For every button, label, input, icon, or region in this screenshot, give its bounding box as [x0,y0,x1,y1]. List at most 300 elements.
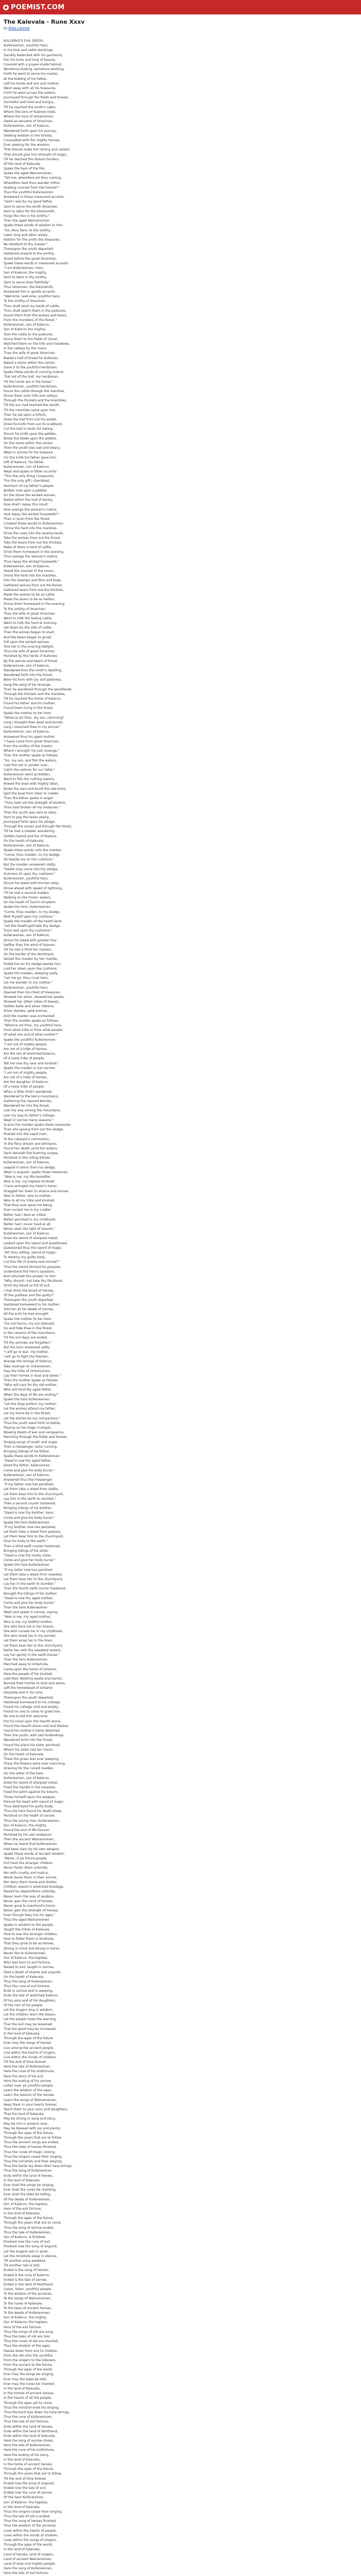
poem-line: Found the hearth-stone cold and lifeless, [4,1724,69,1728]
poem-line: Spake the mother to her hero: [4,1317,52,1321]
poem-line: Of what sire and of what mother?" [4,1033,59,1037]
poem-line: Left his home and sire and mother, [4,81,60,86]
poem-line: Woe is me, my hapless kindred! [4,1180,55,1184]
poem-line: Swifter than the wind of heaven, [4,943,56,947]
poem-line: Ended is the song of heroes, [4,2268,50,2273]
logo-icon [3,5,9,10]
poem-line: Raised to evil, taught in sorrow, [4,1965,55,1970]
poem-line: Took the cattle to the pastures, [4,332,54,336]
poem-line: Land of wise and mighty people. [4,2562,56,2566]
poem-line: Walking on the frozen waters, [4,895,52,900]
poem-line: Lives within the hearts of people, [4,2529,57,2533]
poem-line: In the hearts of all the people, [4,2396,52,2400]
poem-line: Let the singers rest in quiet, [4,2249,49,2253]
poem-line: Showed her silver, showed her jewels, [4,995,65,999]
poem-line: May be strong in song and story, [4,2117,56,2121]
poem-line: Thus the song of sorrow ended, [4,2226,54,2230]
poem-line: Then the maiden spake as follows: [4,1019,59,1023]
poem-line: Into the swamps and fens and bogs, [4,579,62,583]
poem-line: I will go to fight the foemen, [4,1355,49,1359]
poem-line: Died a death of shame and anguish, [4,1970,62,1974]
poem-line: Sent to serve the smith Ilmarinen, [4,205,58,209]
poem-line: Of the land of Kalevala. [4,162,41,166]
site-logo[interactable] [3,4,64,11]
poem-line: Brought the tidings of his mother: [4,1591,58,1596]
poem-line: On the border of the Northland, [4,953,54,957]
poem-line: Pulled her on his sledge beside him, [4,962,61,966]
poem-line: Opened then his chest of treasures, [4,990,61,994]
poem-line: "I have come from great Ilmarinen, [4,739,60,743]
poem-line: Baked within the loaf of barley. [4,498,53,502]
poem-line: From the old unto the youthful, [4,2353,54,2358]
poem-line: Fixed the handle in the meadow, [4,1786,56,1790]
poem-line: There the flowers were ever mourning, [4,1762,66,1766]
poem-line: Listen, listen, youthful people, [4,2287,52,2292]
poem-line: Slay the tribe of Untamoinen, [4,1369,51,1373]
poem-line: Spake these words unto the maiden: [4,849,62,853]
poem-line: Of the ruin of his people. [4,2003,43,2007]
poem-line: Land of heroes, land of singers, [4,2552,54,2556]
poem-line: Ends within the land of Kalevala. [4,2434,56,2438]
poem-line: Guard them from the wolves and bears, [4,313,68,317]
poem-line: Wherefore dost thou wander hither, [4,181,61,185]
poem-line: Never leave them in their sorrow, [4,1875,57,1879]
poem-line: Am the daughter of Kalervo, [4,1080,49,1084]
poem-line: Through the ages of the future, [4,2467,54,2471]
poem-line: Never grow to manhood's honor, [4,1904,56,1908]
poem-line: That the good may be increased, [4,2027,57,2031]
poem-line: "Death may come into thy sledge, [4,867,59,871]
poem-line: Thus the runes of magic closing, [4,2150,56,2154]
poem-line: May be rich in wisdom ever, [4,2122,49,2126]
poem-line: Come and give his body burial." [4,1468,55,1472]
poem-line: For the sister of the hero. [4,1771,44,1775]
poem-line: "Who will care for thy old mother, [4,1383,58,1387]
poem-line: "If my sister now has perished, [4,1568,53,1572]
poem-line: Watched them on the hills and meadows, [4,342,70,346]
poem-line: Take the wolves from out the forest, [4,536,61,540]
poem-line: She who loved me in my sorrow! [4,1634,56,1638]
poem-line: Spake the hero of the fire, [4,167,45,171]
poem-line: "Woe is me, my life hereafter, [4,1175,52,1179]
poem-line: Covered with a prayer-made helmet, [4,62,62,66]
poem-line: Through the snows and through the forest, [4,825,72,829]
poem-line: Sent to labor for the blacksmith, [4,209,56,213]
poem-line: Till he reached the distant borders, [4,157,60,161]
poem-line: Ends within the land of heroes, [4,2174,53,2178]
poem-line: Kullerwoinen, youthful hero, [4,986,48,990]
poem-line: Where I wrought my just revenge." [4,749,60,753]
poem-line: Of the guiltless and the guilty?" [4,1293,55,1297]
poem-line: Let the stones be my companions." [4,1416,60,1420]
poem-line: When the days of life are ending?" [4,1393,59,1397]
poem-line: Evil treat the stranger children, [4,1861,54,1866]
poem-line: Thus the tales of heroes finished, [4,2145,57,2149]
poem-line: Hastened homeward to his mother, [4,1303,60,1307]
poem-line: Came upon the home of Untamo, [4,1667,57,1671]
poem-line: Thus repay the wicked housewife." [4,560,59,564]
poem-line: "Woe is me, my aged mother, [4,1615,52,1619]
poem-line: "Drive the herd into the marshes, [4,527,57,531]
poem-line: Even though they live for ages." [4,1913,55,1918]
poem-line: Found his mother's home deserted. [4,1728,61,1733]
poem-line: Cast the net in yonder river, [4,763,49,767]
poem-line: Listen now, ye youthful people, [4,2084,54,2088]
poem-line: Wandered forth into the forest, [4,1738,53,1742]
poem-line: Golden belts and silver ribbons; [4,1005,55,1009]
poem-line: Playing on his magic trumpet, [4,1426,52,1430]
poem-line: Thus the youthful Kullerwoinen [4,191,54,194]
poem-line: Strong in mind and strong in honor, [4,1946,61,1951]
poem-line: Gathered wolves from out the forest, [4,583,63,587]
poem-line: Then the wife of great Ilmarinen [4,351,55,355]
poem-line: Spake these words to Kullerwoinen: [4,1454,61,1459]
poem-line: Ever may the runes be chanted, [4,2382,55,2386]
poem-line: Ended now the tale of evil, [4,2486,46,2490]
poem-line: Heard the counsel of the raven, [4,569,55,573]
poem-line: Son of Kalervo the mighty, [4,328,46,332]
poem-line: Through the thickets and the marshes, [4,692,66,696]
poem-line: Kullerwoinen, youthful hero, [4,44,48,48]
poem-line: Here the story of his evil, [4,2074,44,2078]
poem-line: Struck his knife upon the pebble, [4,432,57,436]
poem-line: "Come, thou maiden, to my sledge, [4,853,61,857]
poem-line: Till another tale is told. [4,2264,41,2268]
poem-line: Thus the young man, Kullerwoinen, [4,1819,60,1823]
poem-line: Put his hand upon the hearth-stone, [4,1719,61,1723]
poem-line: Till he met a third fair maiden, [4,948,53,952]
poem-line: How avenge the woman's malice, [4,507,58,512]
poem-line: Counselled with the mighty heroes, [4,138,60,142]
poem-line: Drove them over hills and valleys, [4,394,58,398]
poem-line: Split the boat from stem to rudder. [4,791,59,795]
poem-line: Till the end of time forever. [4,2060,47,2064]
poem-line: Grieving for the ruined maiden, [4,1767,54,1771]
poem-line: "Dead is now thy brother, hero, [4,1511,54,1515]
poem-line: Till thy sorrows are forgotten." [4,1341,53,1345]
poem-line: Forth he went to serve his master, [4,72,59,76]
poem-line: Wept in sorrow for his treasure, [4,451,54,455]
poem-line: How to foster them in kindness, [4,1937,55,1941]
poem-line: Come and give her body burial." [4,1601,56,1605]
poem-line: Spake the maiden, weeping sadly: [4,971,59,975]
poem-line: Answered thus his aged mother: [4,735,56,739]
poem-line: Ends within the land of heroes, [4,2425,53,2429]
poem-line: Then the hero Kullerwoinen [4,1606,48,1610]
poem-line: To the deeds of Kullerwoinen, [4,2311,51,2315]
poem-line: From the ancient to the future, [4,2363,53,2367]
poem-line: Thus Ilmarinen, the blacksmith, [4,285,54,289]
poem-title: The Kalevala - Rune Xxxv [4,19,85,25]
poem-line: Thus the minstrels end their playing, [4,2160,63,2163]
poem-line: Silver dazzles, gold entices, [4,1009,48,1013]
poem-line: Lay their homes in dust and ashes." [4,1374,61,1378]
poem-line: "Dead is now thy aged mother, [4,1596,54,1600]
poem-line: In his blue and sable stockings, [4,48,54,53]
poem-line: In the land of Kalevala, [4,2031,41,2036]
poem-line: Till the herds are in the forest." [4,380,54,384]
poem-line: Ever seeking for the wisdom, [4,143,51,147]
poem-line: When a little child I wandered, [4,1090,53,1094]
poem-line: Tuoni rest upon thy cushions!" [4,929,52,933]
poem-line: Hero of the evil fortune, [4,2207,42,2211]
poem-line: Drove the herd into the marshes, [4,574,57,578]
poem-line: Wept and spake in sorrow, saying: [4,1611,59,1615]
poem-line: On the heath of Kalevala. [4,1752,44,1756]
poem-line: Spake the mother to her hero: [4,711,52,715]
poem-line: Of a lowly tribe of people. [4,1057,45,1061]
poem-line: Journeyed through the fields and forests, [4,96,69,100]
poem-line: Made the wolves to be as cattle, [4,592,56,597]
poem-line: Woe to father, woe to mother, [4,1194,52,1198]
poem-line: Who was born to evil fortune, [4,1961,51,1965]
poem-line: Dead thy father, Kalervoinen. [4,1464,51,1468]
poem-line: Let them take a steed from pasture, [4,1530,61,1534]
poem-line: Son of Kalervo, the hapless, [4,1956,48,1960]
poem-line: Then he sat upon a hillock, [4,413,47,417]
poem-line: In the land of Kalevala, [4,2548,41,2552]
poem-line: Thus the youth went forth to battle, [4,1421,61,1425]
poem-line: On the heath of Kalevala. [4,839,44,843]
poem-line: Rest thyself upon my cushions." [4,914,55,919]
poem-line: There the grass was ever weeping, [4,1757,60,1761]
poem-line: "Go, thou hero, to the smithy, [4,228,52,232]
poem-line: Through the thickets and the brambles, [4,399,67,403]
poem-line: Drink thy blood so full of evil, [4,1284,51,1288]
poem-line: Heirloom of my father's people, [4,484,55,488]
poem-line: Answered him in gentle accents: [4,290,56,294]
poem-line: To the wisdom of the ancients, [4,2292,53,2296]
poem-line: Children reared in wretched bondage, [4,1885,64,1889]
poem-line: "Whence art thou, my youthful hero, [4,1024,62,1027]
poem-line: Then the wolves began to snarl, [4,631,55,635]
author-link[interactable]: Elias Lönnrot [8,27,30,30]
poem-line: I have wronged my sister's honor, [4,1184,58,1189]
poem-line: Son of Kalervo, is finished, [4,2235,46,2239]
poem-line: Told her all his deeds of sorrow, [4,1308,54,1312]
poem-line: Seized the maiden by her mantle, [4,957,58,961]
poem-line: That the land of Kalevala [4,2112,44,2116]
poem-line: Through the ages of the future, [4,2131,54,2135]
poem-line: Drew his sword of sharpest metal, [4,1781,58,1785]
poem-line: "Dead is now thy aged father, [4,1459,52,1463]
poem-line: And the maiden was enchanted. [4,1014,56,1018]
poem-line: Sit beside me on the cushions." [4,858,54,862]
poem-line: Kullerwoinen, youthful hero, [4,877,48,881]
poem-line: That should make him strong and valiant, [4,148,71,152]
poem-line: Raised by stepmothers unkindly, [4,1890,56,1894]
poem-line: Sent to serve thee faithfully." [4,280,51,284]
poem-line: Lost my way to father's cottage, [4,1113,56,1117]
poem-line: Thou hast broken all my treasures." [4,806,61,810]
poem-line: "Eat not of the loaf, my herdsman, [4,375,59,379]
poem-line: When he heard that Kullerwoinen [4,1842,57,1846]
poem-line: "Go not hence, my son beloved, [4,1321,55,1326]
poem-line: "Whence art thou, my son, returning? [4,716,64,720]
poem-line: "Let the dogs protect my mother, [4,1402,57,1406]
poem-line: From the singers to the listeners, [4,2358,57,2362]
poem-line: Lay him in the earth to slumber." [4,1497,57,1501]
poem-line: Gathering the ripened berries, [4,1099,52,1103]
poem-line: Perished by his own endeavor. [4,1833,53,1837]
poem-line: Finished now the rune of evil, [4,2240,51,2244]
poem-line: Thus the songs of old are sung, [4,2330,54,2334]
poem-line: Till he met a second maiden, [4,891,50,895]
poem-line: Found them living in the forest. [4,706,54,710]
poem-line: Long I thought thee dead and buried, [4,721,63,724]
poem-line: Gift of Kalervo, his father. [4,460,44,464]
poem-line: Here the ending of his story, [4,2453,50,2457]
poem-line: Golden-haired and fair of feature, [4,834,57,838]
poem-line: Teach them to your sons and daughters, [4,2107,69,2111]
poem-line: Tore her in the evening twilight. [4,645,55,649]
poem-line: "Dead is now thy lovely sister, [4,1554,52,1557]
poem-line: And the bears began to growl, [4,635,52,639]
poem-line: Be obedient to thy master." [4,243,48,247]
poem-line: Till the noontide came upon him. [4,408,57,412]
poem-line: Bringing tidings of his brother: [4,1506,53,1511]
poem-line: Ended now the song of anguish, [4,2481,55,2485]
poem-line: Ever shall the runes be chanting, [4,2188,57,2192]
poem-line: In the caverns of the mountains, [4,1331,56,1335]
poem-line: Broke the oars and burst the row-locks, [4,787,67,791]
poem-line: Thereupon the youth departed, [4,1298,54,1302]
poem-line: Ever may the songs of heroes [4,2041,52,2045]
poem-line: Then the hero Kullerwoinen [4,1658,48,1662]
poem-line: Ends the tale of wretched Kalervo, [4,1994,59,1998]
poem-line: Woe is me, my faithful mother, [4,1620,53,1624]
poem-line: Dwelt as servants of Ilmarinen. [4,120,54,124]
poem-line: Then a second courier hastened, [4,1501,56,1505]
poem-line: Thus the runes of old are chanted, [4,2340,59,2344]
poem-line: Laid her down upon the cushions. [4,967,58,971]
poem-line: Singing songs of wrath and anger. [4,1440,58,1444]
poem-line: Avenge the wrongs of Kalervo, [4,1360,53,1364]
poem-line: From the monsters of the forest." [4,318,57,323]
poem-line: Drive them homeward in the evening. [4,550,64,554]
poem-line: Son of Kalervo, the hapless, [4,2500,48,2504]
poem-line: Bathe her with the sweetest waters, [4,1648,62,1652]
poem-line: Rowed the boat with mighty labor, [4,782,59,786]
poem-line: Never gain the strength of heroes, [4,1909,59,1913]
poem-line: Woe to all my tribe and kindred, [4,1198,55,1202]
poem-line: For the knife his father gave him, [4,455,57,460]
poem-line: That should give him strength of magic, [4,152,68,157]
poem-line: Let my home be in the forest, [4,1412,51,1416]
poem-line: Dragged her down to shame and sorrow, [4,1189,69,1193]
poem-line: Learn the wisdom of the ages, [4,2089,52,2093]
poem-line: Son of Kalervo, the hapless, [4,2320,48,2325]
poem-line: Taught the tribes of Kalevala [4,1927,50,1931]
poem-line: Thus the wife of great Ilmarinen [4,650,55,654]
poem-line: That the evil may be lessened, [4,2022,53,2026]
poem-line: Found the place his sister perished, [4,1743,61,1747]
poem-body [4,39,354,2576]
poem-line: Let the wolves attend my father, [4,1407,56,1411]
poem-line: Thereupon the youth departed, [4,1696,54,1700]
poem-line: Let them take a steed from stable, [4,1487,59,1492]
poem-line: Seeking counsel from the heroes?" [4,185,59,190]
poem-line: Let me wander to my mother." [4,981,53,985]
poem-line: Through the ages of the world. [4,2368,53,2372]
poem-line: Thus the tale of evil fortune, [4,2420,49,2424]
poem-line: Live within the minds of children, [4,2055,57,2059]
poem-line: Kullerwoinen, son of Kalervo, [4,1776,50,1780]
poem-line: Lives within the minds of children, [4,2533,59,2537]
poem-line: Give his body to the earth." [4,1539,48,1544]
poem-line: Made the bears to be as heifers, [4,598,56,602]
poem-line: Passes down from sire to children, [4,2349,58,2353]
poem-line: Drove them to the fields of clover, [4,337,59,341]
poem-line: Here the rune of his misfortune, [4,2070,55,2074]
poem-line: Spake the maiden in her sorrow: [4,1066,56,1070]
poem-line: Labor long and labor wisely, [4,233,49,237]
poem-line: "If my father now has perished, [4,1483,54,1487]
poem-line: In the land of Kalevala, [4,2458,41,2462]
poem-line: Let them take a steed from meadow, [4,1572,63,1577]
poem-line: Never gain the mind of heroes, [4,1899,54,1903]
poem-line: Wandered forth upon his journey, [4,129,57,133]
poem-line: Wept in sorrow many seasons." [4,1118,54,1122]
poem-line: Wandered to the berry-mountains, [4,1094,59,1098]
poem-line: Ends within the land of Northland, [4,2429,58,2433]
poem-line: Catch the salmon for our table." [4,768,55,772]
poem-line: Bringing tidings of his sister: [4,1549,50,1553]
poem-line: Ever shall the tales be telling, [4,2193,52,2197]
poem-line: Then the wife of great Ilmarinen [4,612,55,616]
poem-line: From the smithy of the master, [4,744,54,748]
poem-line: Spake the youthful Kullerwoinen: [4,1038,57,1042]
poem-line: Went to milk the herd at evening, [4,621,58,625]
poem-line: Thus the ancient songs are ended, [4,2141,59,2145]
poem-line: Understood the hero's question, [4,1269,55,1274]
poem-line: "I am not of mighty people, [4,1042,48,1046]
poem-line: Questioned thus the sword of magic: [4,1246,63,1250]
poem-line: Thus the singers cease their singing, [4,2155,62,2159]
poem-line: This the only gift I cherished, [4,479,50,483]
poem-line: May be blessed with joy and plenty, [4,2126,61,2130]
poem-line: Through the ages of the world, [4,2543,53,2547]
poem-line: Found his father and his mother, [4,702,56,706]
poem-line: That they ever gave me being, [4,1204,53,1208]
poem-line: In the land of Kalevala, [4,2387,41,2391]
poem-line: Here the ending of his sorrow. [4,2079,52,2083]
poem-line: Found her death amid the waters, [4,1146,58,1150]
poem-line: "Let me go, thou cruel hero, [4,976,49,980]
poem-line: "Come, thou maiden, to my sledge, [4,910,61,914]
poem-line: Come and give her body burial." [4,1558,56,1563]
poem-line: Kullerwoinen, son of Kalervo, [4,843,50,848]
poem-line: Ended is the rune of Kalervo, [4,2273,50,2277]
poem-line: Through the years that are to follow. [4,2136,62,2140]
poem-line: Thus avenge the woman's malice, [4,555,58,559]
poem-line: Let the children learn the lesson, [4,2013,56,2017]
poem-line: Kullerwoinen, son of Kalervo, [4,564,50,568]
poem-line: Cut this life of shame and sorrow?" [4,1260,60,1264]
poem-line: Of the deeds of Kullerwoinen, [4,2197,51,2201]
poem-line: "Why should I not take thy life-blood, [4,1279,63,1283]
poem-line: "Sent I was by my good father, [4,200,53,204]
poem-line: "This the only thing I treasured, [4,474,54,479]
poem-line: Thus the aged Wainamoinen [4,1918,50,1922]
poem-line: Then the ancient Wainamoinen, [4,1838,55,1842]
poem-line: Till the sun had reached the zenith, [4,403,60,408]
poem-line: Where his sister lost her honor, [4,1748,54,1752]
poem-line: How to rear the stranger children, [4,1933,58,1936]
poem-line: Perished in the rolling billows. [4,1156,52,1160]
poem-line: By the wolves and bears of forest. [4,659,58,663]
site-header [0,0,361,14]
